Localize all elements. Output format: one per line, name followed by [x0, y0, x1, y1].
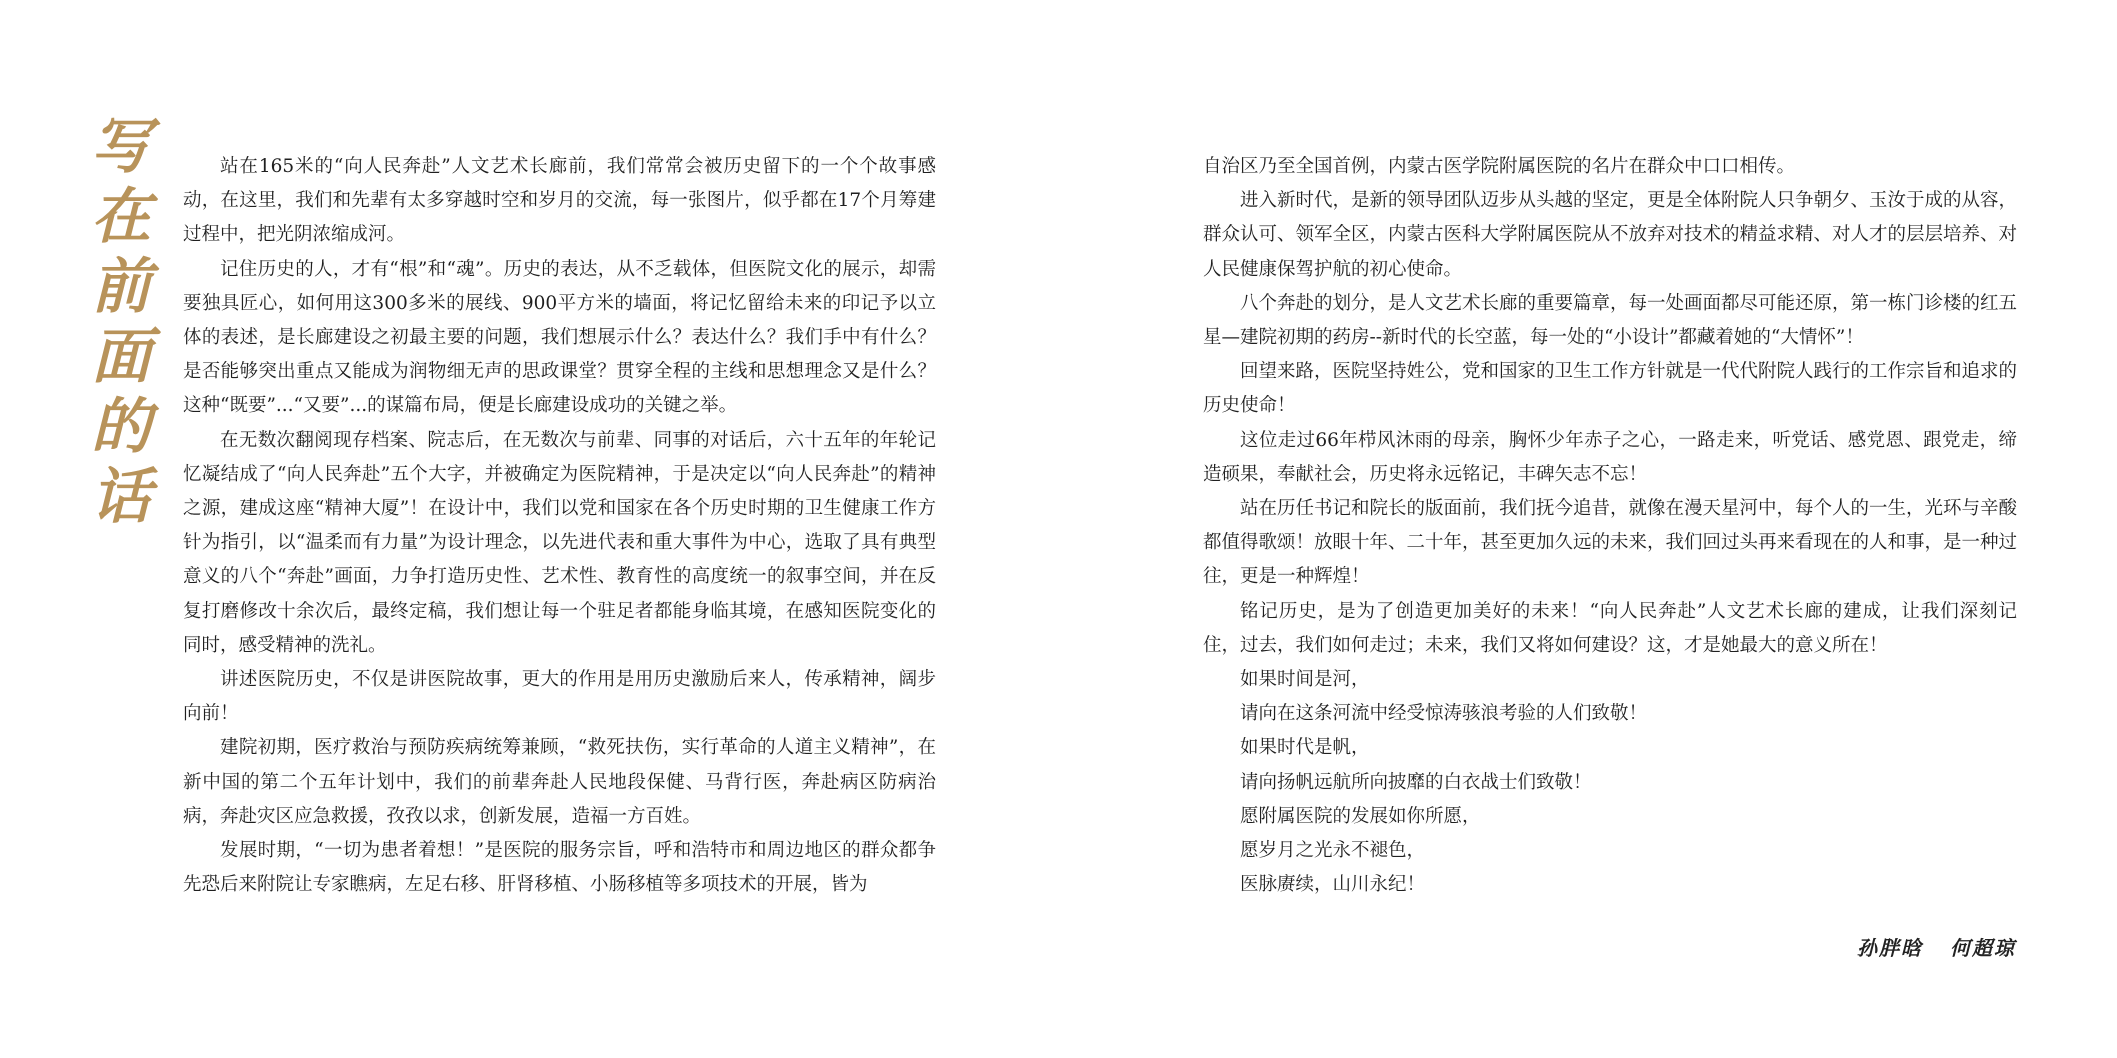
- signature: [1857, 932, 2016, 961]
- body-paragraph: 八个奔赴的划分，是人文艺术长廊的重要篇章，每一处画面都尽可能还原，第一栋门诊楼的红五星—建院初期的药房--新时代的长空蓝，每一处的“小设计”都藏着她的“大情怀”！: [1203, 292, 2018, 349]
- left-text-column: [183, 150, 936, 902]
- body-paragraph: 进入新时代，是新的领导团队迈步从头越的坚定，更是全体附院人只争朝夕、玉汝于成的从容，群众认可、领军全区，内蒙古医科大学附属医院从不放弃对技术的精益求精、对人才的层层培养、对人民健康保驾护航的初心使命。: [1203, 190, 2018, 280]
- heading-char: 面: [91, 322, 151, 392]
- signature-name: 孙胖晗: [1857, 936, 1924, 960]
- poem-line: 愿附属医院的发展如你所愿，: [1240, 805, 1481, 827]
- body-paragraph: 讲述医院历史，不仅是讲医院故事，更大的作用是用历史激励后来人，传承精神，阔步向前！: [183, 669, 936, 725]
- body-paragraph: 这位走过66年栉风沐雨的母亲，胸怀少年赤子之心，一路走来，听党话、感党恩、跟党走，缔造硕果，奉献社会，历史将永远铭记，丰碑矢志不忘！: [1203, 429, 2017, 485]
- body-paragraph: 站在历任书记和院长的版面前，我们抚今追昔，就像在漫天星河中，每个人的一生，光环与辛酸都值得歌颂！放眼十年、二十年，甚至更加久远的未来，我们回过头再来看现在的人和事，是一种过往，更是一种辉煌！: [1203, 498, 2018, 588]
- body-paragraph: 回望来路，医院坚持姓公，党和国家的卫生工作方针就是一代代附院人践行的工作宗旨和追求的历史使命！: [1203, 361, 2018, 417]
- poem-line: 如果时间是河，: [1240, 669, 1370, 691]
- body-paragraph: 在无数次翻阅现存档案、院志后，在无数次与前辈、同事的对话后，六十五年的年轮记忆凝结成了“向人民奔赴”五个大字，并被确定为医院精神，于是决定以“向人民奔赴”的精神之源，建成这座“精神大厦”！在设计中，我们以党和国家在各个历史时期的卫生健康工作方针为指引，以“温柔而有力量”为设计理念，以先进代表和重大事件为中心，选取了具有典型意义的八个“奔赴”画面，力争打造历史性、艺术性、教育性的高度统一的叙事空间，并在反复打磨修改十余次后，最终定稿，我们想让每一个驻足者都能身临其境，在感知医院变化的同时，感受精神的洗礼。: [183, 429, 936, 656]
- poem-line: 愿岁月之光永不褪色，: [1240, 840, 1426, 862]
- heading-char: 的: [91, 392, 151, 462]
- page-heading: [86, 112, 156, 532]
- body-paragraph: 站在165米的“向人民奔赴”人文艺术长廊前，我们常常会被历史留下的一个个故事感动，在这里，我们和先辈有太多穿越时空和岁月的交流，每一张图片，似乎都在17个月筹建过程中，把光阴浓缩成河。: [183, 156, 936, 246]
- continued-paragraph: 自治区乃至全国首例，内蒙古医学院附属医院的名片在群众中口口相传。: [1203, 156, 1796, 177]
- poem-line: 请向在这条河流中经受惊涛骇浪考验的人们致敬！: [1240, 703, 1648, 725]
- heading-char: 前: [91, 252, 151, 322]
- signature-name: 何超琼: [1950, 936, 2016, 960]
- body-paragraph: 记住历史的人，才有“根”和“魂”。历史的表达，从不乏载体，但医院文化的展示，却需要独具匠心，如何用这300多米的展线、900平方米的墙面，将记忆留给未来的印记予以立体的表述，是长廊建设之初最主要的问题，我们想展示什么？表达什么？我们手中有什么？是否能够突出重点又能成为润物细无声的思政课堂？贯穿全程的主线和思想理念又是什么？这种“既要”...“又要”...的谋篇布局，便是长廊建设成功的关键之举。: [183, 258, 936, 417]
- poem-line: 请向扬帆远航所向披靡的白衣战士们致敬！: [1240, 771, 1592, 793]
- heading-char: 话: [91, 462, 151, 532]
- poem-line: 如果时代是帆，: [1240, 737, 1370, 759]
- heading-char: 写: [91, 112, 151, 182]
- body-paragraph: 建院初期，医疗救治与预防疾病统筹兼顾，“救死扶伤，实行革命的人道主义精神”，在新中国的第二个五年计划中，我们的前辈奔赴人民地段保健、马背行医，奔赴病区防病治病，奔赴灾区应急救援，孜孜以求，创新发展，造福一方百姓。: [183, 737, 936, 827]
- body-paragraph: 发展时期，“一切为患者着想！”是医院的服务宗旨，呼和浩特市和周边地区的群众都争先恐后来附院让专家瞧病，左足右移、肝肾移植、小肠移植等多项技术的开展，皆为: [183, 840, 936, 896]
- right-text-column: [1203, 150, 2017, 902]
- heading-char: 在: [91, 182, 151, 252]
- body-paragraph: 铭记历史，是为了创造更加美好的未来！“向人民奔赴”人文艺术长廊的建成，让我们深刻记住，过去，我们如何走过；未来，我们又将如何建设？这，才是她最大的意义所在！: [1203, 600, 2017, 656]
- poem-line: 医脉赓续，山川永纪！: [1240, 874, 1426, 896]
